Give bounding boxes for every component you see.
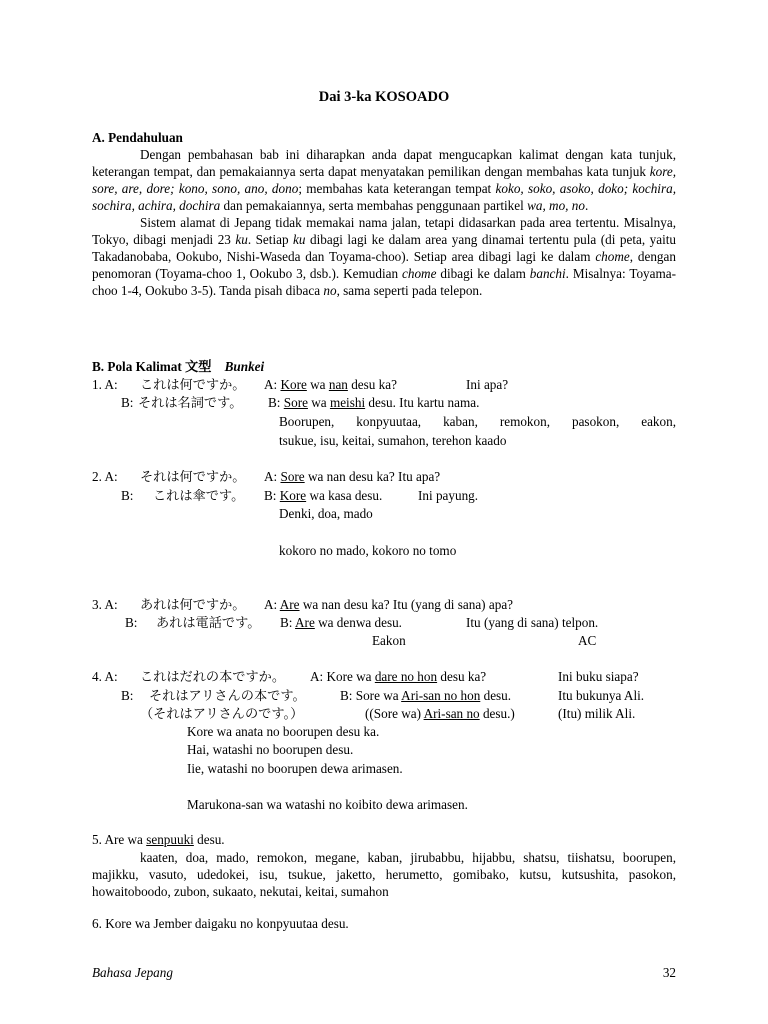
underlined-run: senpuuki: [146, 832, 194, 847]
section-a: [92, 129, 676, 299]
italic-run: ku: [293, 232, 306, 247]
underlined-run: Ari-san no: [423, 706, 480, 721]
ex4-a-romaji: [310, 668, 486, 685]
text-run: . Setiap: [247, 232, 294, 247]
ex1-a-romaji: [264, 376, 397, 393]
text-run: dibagi lagi ke dalam area yang dinamai tertentu pula (di peta, yaitu Takadanobaba, Ookubo, Nishi-Waseda dan Toyama-choo). Setiap area dibagi lagi ke dalam: [92, 232, 677, 264]
text-run: ((Sore wa): [365, 706, 424, 721]
page-title: Dai 3-ka KOSOADO: [318, 89, 450, 105]
italic-run: chome: [595, 249, 630, 264]
text-run: Sistem alamat di Jepang tidak memakai nama jalan, tetapi didasarkan pada area tertentu. Misalnya, Tokyo, dibagi menjadi 23: [92, 215, 676, 247]
underlined-run: Kore: [280, 377, 307, 392]
ex4-line-4: Marukona-san wa watashi no koibito dewa arimasen.: [187, 797, 468, 812]
ex2-b-romaji: [264, 487, 382, 504]
italic-run: kore, sore, are, dore; kono, sono, ano, dono: [92, 164, 676, 196]
ex3-vocab-left: Eakon: [372, 633, 406, 648]
text-run: , sama seperti pada telepon.: [336, 283, 483, 298]
text-run: wa nan desu ka? Itu apa?: [304, 469, 441, 484]
ex3-a-japanese: あれは何ですか。: [140, 597, 246, 612]
underlined-run: Are: [295, 615, 315, 630]
footer-book-title: Bahasa Jepang: [92, 965, 173, 980]
ex2-a-romaji: [264, 468, 440, 485]
text-run: wa denwa desu.: [314, 615, 402, 630]
text-run: B:: [264, 488, 280, 503]
section-b-title: B. Pola Kalimat 文型: [92, 359, 212, 374]
ex1-a-num: 1. A:: [92, 377, 118, 392]
ex4-b-label: B:: [121, 688, 134, 703]
text-run: dan pemakaiannya, serta membahas penggunaan partikel: [220, 198, 528, 213]
ex1-a-translation: Ini apa?: [466, 377, 509, 392]
text-run: desu.): [479, 706, 515, 721]
intro-paragraph-1: [92, 146, 676, 214]
text-run: wa: [307, 395, 330, 410]
text-run: ; membahas kata keterangan tempat: [298, 181, 496, 196]
intro-paragraph-2: [92, 214, 676, 299]
ex4-a-translation: Ini buku siapa?: [558, 669, 639, 684]
underlined-run: Are: [279, 597, 300, 612]
ex4-line-2: Hai, watashi no boorupen desu.: [187, 742, 354, 757]
underlined-run: Sore: [283, 395, 308, 410]
section-b-heading: [92, 358, 264, 375]
ex6-sentence: 6. Kore wa Jember daigaku no konpyuutaa desu.: [92, 916, 349, 931]
text-run: . Misalnya: Toyama-choo 1-4, Ookubo 3-5). Tanda pisah dibaca: [92, 266, 676, 298]
text-run: desu ka?: [437, 669, 487, 684]
text-run: dibagi ke dalam: [436, 266, 530, 281]
text-run: , dengan penomoran (Toyama-choo 1, Ookubo 3, dsb.). Kemudian: [92, 249, 676, 281]
ex4-c-japanese: （それはアリさんのです。）: [140, 706, 304, 721]
ex2-b-translation: Ini payung.: [418, 488, 479, 503]
ex4-a-japanese: これはだれの本ですか。: [140, 669, 286, 684]
ex3-vocab-right: AC: [578, 633, 597, 648]
ex2-b-japanese: これは傘です。: [153, 488, 245, 503]
italic-run: banchi: [529, 266, 566, 281]
text-run: B: Sore wa: [340, 688, 402, 703]
ex1-vocab-line-2: tsukue, isu, keitai, sumahon, terehon kaado: [279, 433, 507, 448]
ex4-c-romaji: [365, 705, 515, 722]
ex3-b-japanese: あれは電話です。: [156, 615, 261, 630]
text-run: A: Kore wa: [310, 669, 375, 684]
section-a-heading: A. Pendahuluan: [92, 130, 183, 145]
text-run: wa kasa desu.: [306, 488, 383, 503]
text-run: desu ka?: [347, 377, 397, 392]
text-run: wa: [306, 377, 329, 392]
underlined-run: meishi: [329, 395, 366, 410]
text-run: 5. Are wa: [92, 832, 147, 847]
underlined-run: Kore: [279, 488, 307, 503]
ex5-vocab: [92, 849, 676, 900]
underlined-run: Ari-san no hon: [401, 688, 481, 703]
ex5-vocab-paragraph: kaaten, doa, mado, remokon, megane, kaban, jirubabbu, hijabbu, shatsu, tiishatsu, boorupen, majikku, vasuto, udedokei, isu, tsukue, jaketto, herumetto, gomibako, kutsu, kutsushita, pasokon, howaitoboodo, zubon, sukaato, nekutai, keitai, sumahon: [92, 850, 676, 899]
italic-run: wa, mo, no: [527, 198, 585, 213]
ex1-b-japanese: それは名詞です。: [138, 395, 243, 410]
ex4-b-romaji: [340, 687, 511, 704]
text-run: B:: [280, 615, 296, 630]
italic-run: chome: [402, 266, 437, 281]
ex3-a-romaji: [264, 596, 513, 613]
section-b-title-italic: Bunkei: [224, 359, 265, 374]
ex3-b-translation: Itu (yang di sana) telpon.: [466, 615, 599, 630]
text-run: .: [584, 198, 589, 213]
ex1-b-label: B:: [121, 395, 134, 410]
ex3-b-label: B:: [125, 615, 138, 630]
text-run: desu.: [193, 832, 225, 847]
ex4-a-num: 4. A:: [92, 669, 118, 684]
ex1-a-japanese: これは何ですか。: [140, 377, 246, 392]
text-run: desu. Itu kartu nama.: [365, 395, 480, 410]
ex1-vocab-line-1: Boorupen, konpyuutaa, kaban, remokon, pasokon, eakon,: [279, 414, 676, 429]
ex4-b-japanese: それはアリさんの本です。: [149, 688, 306, 703]
text-run: wa nan desu ka? Itu (yang di sana) apa?: [299, 597, 514, 612]
ex3-b-romaji: [280, 614, 402, 631]
underlined-run: nan: [328, 377, 348, 392]
italic-run: koko, soko, asoko, doko; kochira, sochira, achira, dochira: [92, 181, 676, 213]
text-run: A:: [264, 469, 281, 484]
ex5-sentence: [92, 831, 225, 848]
ex2-vocab-line-2: kokoro no mado, kokoro no tomo: [279, 543, 457, 558]
underlined-run: dare no hon: [374, 669, 438, 684]
text-run: Dengan pembahasan bab ini diharapkan anda dapat mengucapkan kalimat dengan kata tunjuk, keterangan tempat, dan pemakaiannya serta dapat menyatakan pemilikan dengan membahas kata tunjuk: [92, 147, 676, 179]
italic-run: no: [323, 283, 337, 298]
ex2-a-num: 2. A:: [92, 469, 118, 484]
ex1-b-romaji: [268, 394, 479, 411]
section-a-body: [92, 146, 676, 299]
ex3-a-num: 3. A:: [92, 597, 118, 612]
ex2-a-japanese: それは何ですか。: [140, 469, 246, 484]
ex4-line-3: Iie, watashi no boorupen dewa arimasen.: [187, 761, 403, 776]
page-number: 32: [662, 965, 676, 980]
text-run: A:: [264, 377, 281, 392]
text-run: desu.: [480, 688, 512, 703]
ex2-vocab-line-1: Denki, doa, mado: [279, 506, 373, 521]
ex2-b-label: B:: [121, 488, 134, 503]
italic-run: ku: [235, 232, 248, 247]
ex4-b-translation: Itu bukunya Ali.: [558, 688, 645, 703]
text-run: B:: [268, 395, 284, 410]
ex4-c-translation: (Itu) milik Ali.: [558, 706, 636, 721]
text-run: A:: [264, 597, 280, 612]
underlined-run: Sore: [280, 469, 305, 484]
ex4-line-1: Kore wa anata no boorupen desu ka.: [187, 724, 380, 739]
